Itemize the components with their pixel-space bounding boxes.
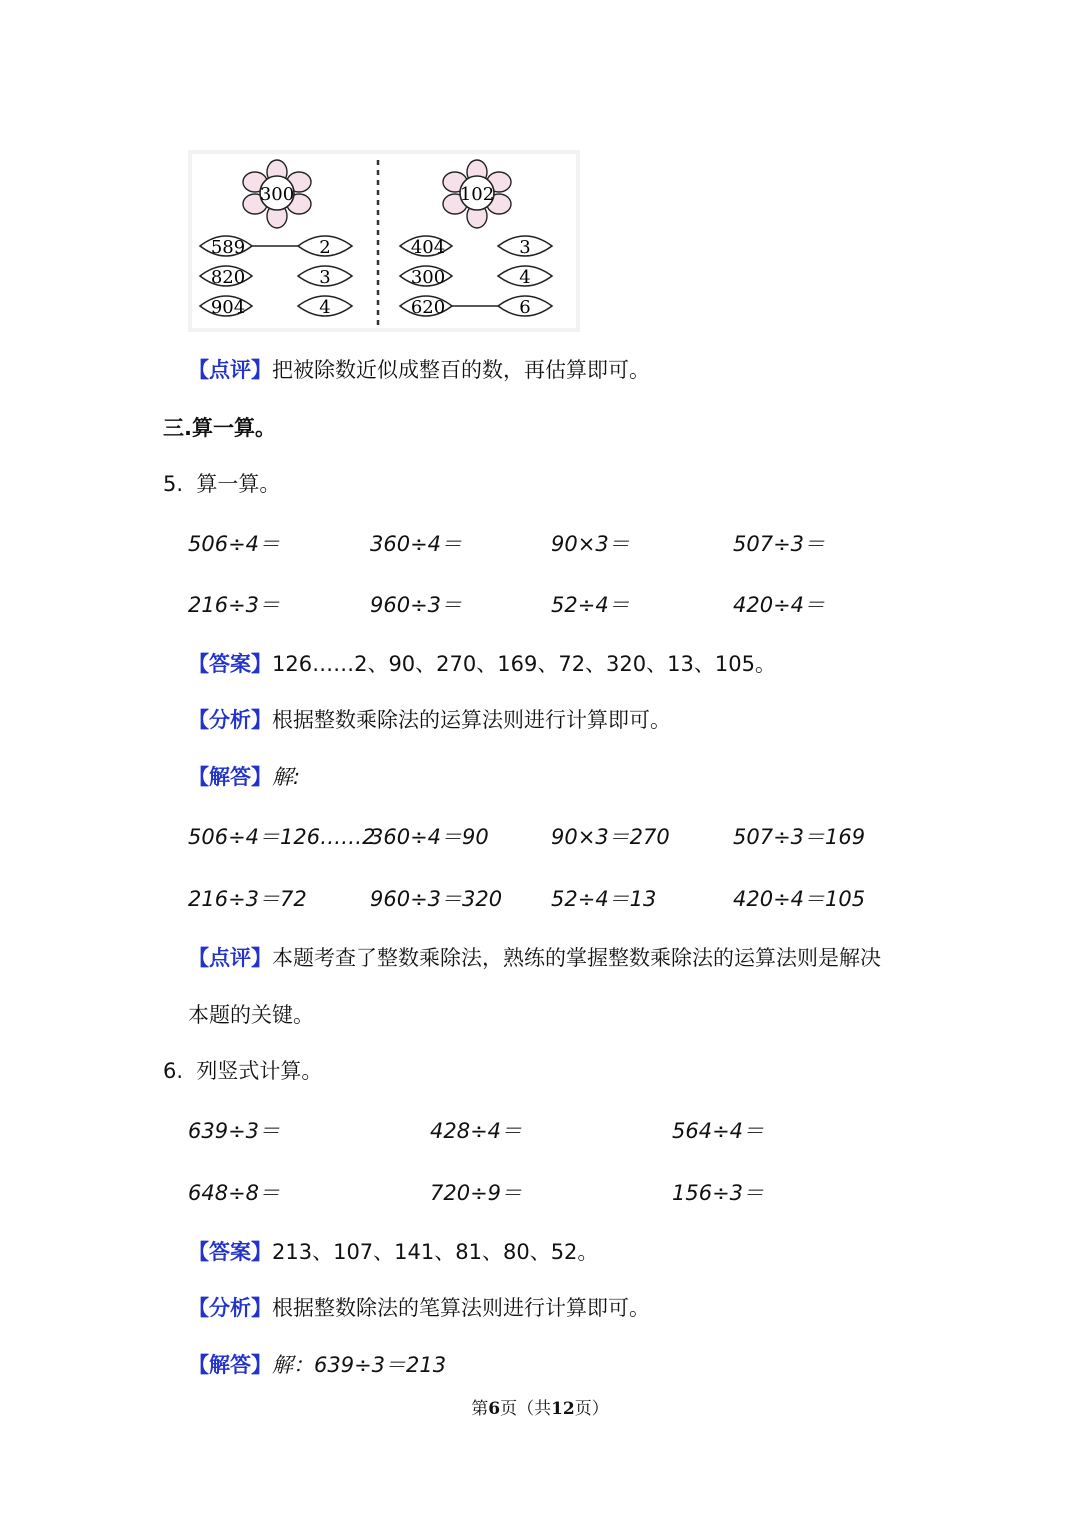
leaf-value: 620 xyxy=(410,297,446,318)
solution-item: 506÷4＝126……2 xyxy=(188,825,376,849)
leaf-value: 4 xyxy=(319,297,331,318)
q5-comment-continued: 本题的关键。 xyxy=(188,1003,314,1027)
analysis-tag: 【分析】 xyxy=(188,1296,272,1320)
comment-tag: 【点评】 xyxy=(188,946,272,970)
comment-tag: 【点评】 xyxy=(188,358,272,382)
comment-text: 本题考查了整数乘除法，熟练的掌握整数乘除法的运算法则是解决 xyxy=(272,946,881,970)
question-6-heading xyxy=(163,1057,322,1085)
problem: 960÷3＝ xyxy=(370,593,463,617)
problem: 648÷8＝ xyxy=(188,1181,281,1205)
problem: 52÷4＝ xyxy=(551,593,630,617)
leaf-value: 2 xyxy=(319,237,331,258)
leaf-value: 404 xyxy=(410,237,446,258)
solution-tag: 【解答】 xyxy=(188,1353,272,1377)
problem: 507÷3＝ xyxy=(733,532,826,556)
q6-answer xyxy=(188,1238,598,1266)
leaf-value: 6 xyxy=(519,297,531,318)
q5-answer xyxy=(188,650,776,678)
flower-right-value: 102 xyxy=(459,184,495,205)
problem: 720÷9＝ xyxy=(430,1181,523,1205)
left-dividend-leaves xyxy=(200,236,252,318)
problem: 420÷4＝ xyxy=(733,593,826,617)
solution-text: 解: xyxy=(272,765,301,789)
footer-middle: 页（共 xyxy=(500,1399,552,1419)
q5-comment xyxy=(188,944,881,972)
problem: 216÷3＝ xyxy=(188,593,281,617)
solution-text: 解：639÷3＝213 xyxy=(272,1353,447,1377)
problem: 506÷4＝ xyxy=(188,532,281,556)
leaf-value: 3 xyxy=(519,237,531,258)
left-divisor-leaves xyxy=(298,236,352,318)
leaf-value: 589 xyxy=(210,237,246,258)
analysis-tag: 【分析】 xyxy=(188,708,272,732)
problem: 428÷4＝ xyxy=(430,1119,523,1143)
leaf-value: 4 xyxy=(519,267,531,288)
section-title: 三.算一算。 xyxy=(163,416,276,440)
solution-item: 420÷4＝105 xyxy=(733,887,866,911)
answer-text: 213、107、141、81、80、52。 xyxy=(272,1240,599,1264)
analysis-text: 根据整数乘除法的运算法则进行计算即可。 xyxy=(272,708,671,732)
answer-text: 126……2、90、270、169、72、320、13、105。 xyxy=(272,652,776,676)
solution-item: 507÷3＝169 xyxy=(733,825,866,849)
q6-solution xyxy=(188,1351,446,1379)
analysis-text: 根据整数除法的笔算法则进行计算即可。 xyxy=(272,1296,650,1320)
problem: 564÷4＝ xyxy=(672,1119,765,1143)
problem: 90×3＝ xyxy=(551,532,630,556)
solution-item: 90×3＝270 xyxy=(551,825,670,849)
leaf-value: 820 xyxy=(210,267,246,288)
answer-tag: 【答案】 xyxy=(188,652,272,676)
footer-suffix: 页） xyxy=(574,1399,609,1419)
problem: 360÷4＝ xyxy=(370,532,463,556)
right-dividend-leaves xyxy=(400,236,452,318)
q5-solution xyxy=(188,763,300,791)
comment-text: 把被除数近似成整百的数，再估算即可。 xyxy=(272,358,650,382)
solution-item: 960÷3＝320 xyxy=(370,887,503,911)
footer-prefix: 第 xyxy=(471,1399,489,1419)
question-5-heading xyxy=(163,470,280,498)
solution-item: 52÷4＝13 xyxy=(551,887,657,911)
page-total: 12 xyxy=(551,1399,575,1419)
solution-tag: 【解答】 xyxy=(188,765,272,789)
leaf-value: 300 xyxy=(410,267,446,288)
page-number: 6 xyxy=(488,1399,501,1419)
problem: 156÷3＝ xyxy=(672,1181,765,1205)
question-number: 6. xyxy=(163,1059,184,1083)
right-divisor-leaves xyxy=(498,236,552,318)
solution-item: 216÷3＝72 xyxy=(188,887,307,911)
solution-item: 360÷4＝90 xyxy=(370,825,489,849)
leaf-value: 904 xyxy=(210,297,246,318)
q5-analysis xyxy=(188,706,671,734)
comment-1 xyxy=(188,356,650,384)
question-title: 列竖式计算。 xyxy=(196,1059,323,1083)
question-number: 5. xyxy=(163,472,184,496)
flower-left-value: 300 xyxy=(259,184,295,205)
estimation-matching-figure xyxy=(188,150,580,332)
problem: 639÷3＝ xyxy=(188,1119,281,1143)
leaf-value: 3 xyxy=(319,267,331,288)
question-title: 算一算。 xyxy=(196,472,281,496)
page-footer xyxy=(0,1394,1080,1419)
answer-tag: 【答案】 xyxy=(188,1240,272,1264)
q6-analysis xyxy=(188,1294,650,1322)
